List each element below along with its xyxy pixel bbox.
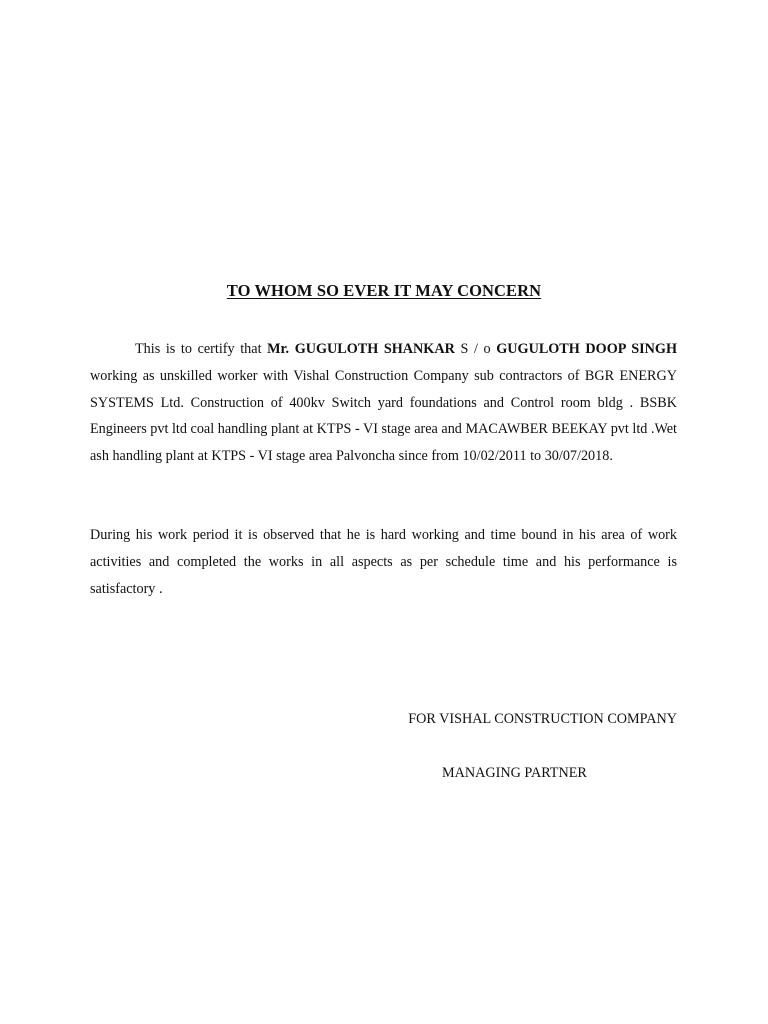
signatory-title: MANAGING PARTNER [442, 765, 587, 781]
letter-title: TO WHOM SO EVER IT MAY CONCERN [226, 281, 542, 300]
employment-details: working as unskilled worker with Vishal Construction Company sub contractors of BGR ENERGY SYSTEMS Ltd. Construction of 400kv Switch yard foundations and Control room bldg . BSBK Engineers pvt ltd coal handling plant at KTPS - VI stage area and MACAWBER BEEKAY pvt ltd .Wet ash handling plant at KTPS - VI stage area Palvoncha since from 10/02/2011 to 30/07/2018. [90, 367, 677, 465]
performance-paragraph: During his work period it is observed that he is hard working and time bound in his area of work activities and completed the works in all aspects as per schedule time and his performance is satisfactory . [90, 527, 677, 597]
certification-paragraph [90, 336, 677, 470]
employee-name: Mr. GUGULOTH SHANKAR [267, 341, 455, 357]
relation-text: S / o [454, 341, 497, 357]
father-name: GUGULOTH DOOP SINGH [496, 341, 677, 357]
intro-text: This is to certify that [135, 341, 268, 357]
company-sign-off: FOR VISHAL CONSTRUCTION COMPANY [408, 711, 677, 727]
